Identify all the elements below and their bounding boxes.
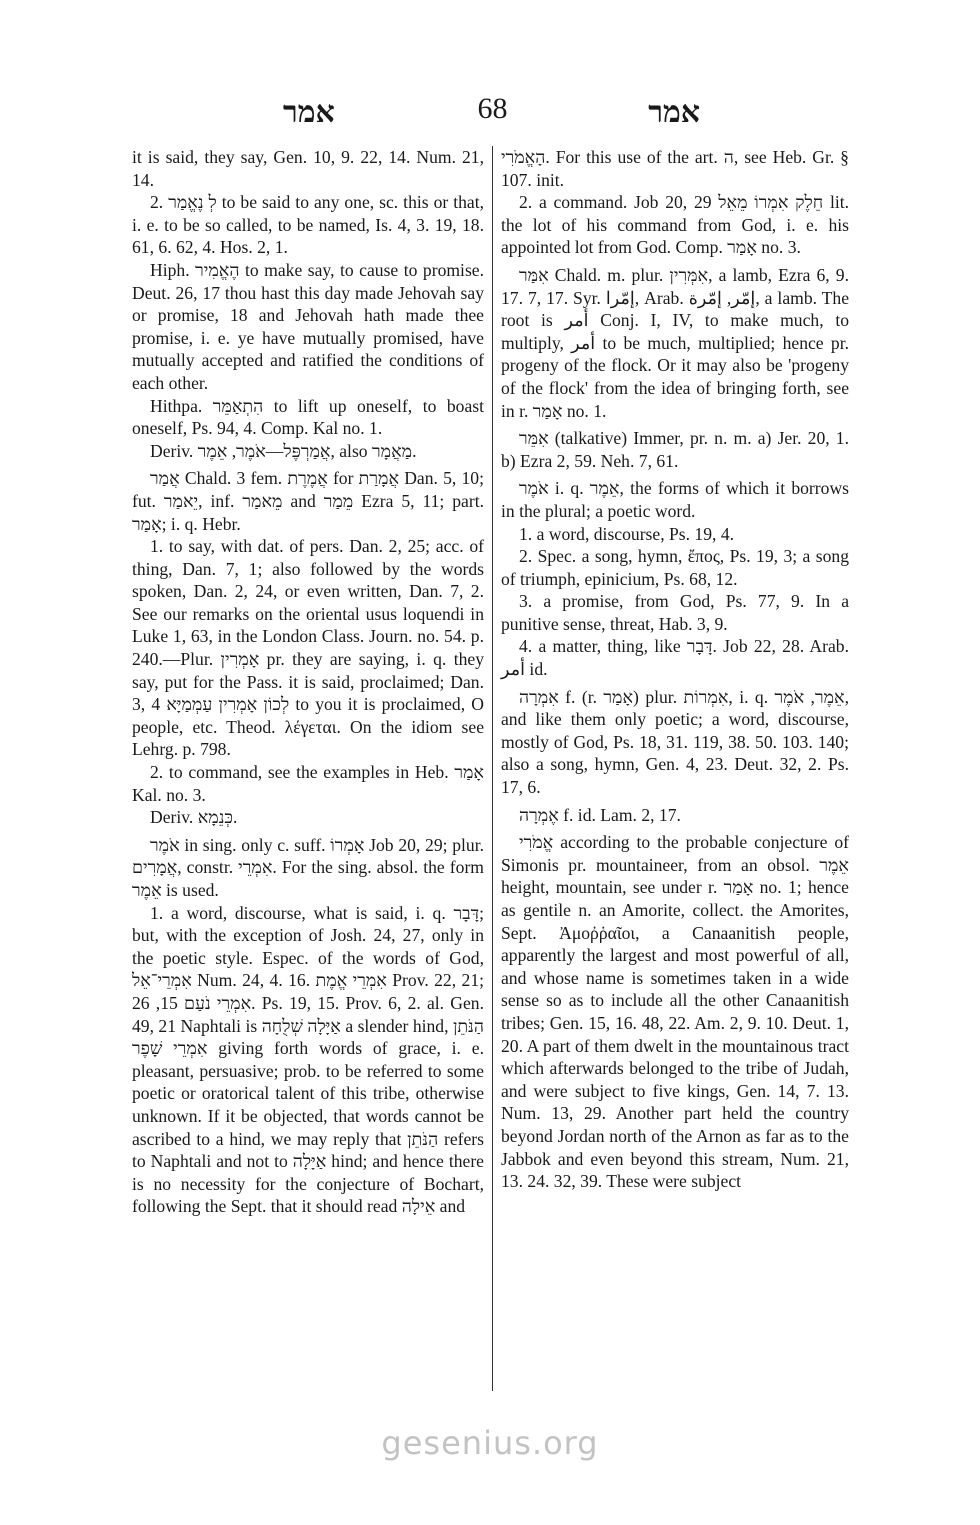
entry-paragraph: 2. to command, see the examples in Heb. אָמַר Kal. no. 3. (132, 762, 484, 805)
entry-paragraph: 3. a promise, from God, Ps. 77, 9. In a punitive sense, threat, Hab. 3, 9. (501, 591, 849, 634)
entry-paragraph: אֹמֶר i. q. אֵמֶר, the forms of which it borrows in the plural; a poetic word. (501, 478, 849, 521)
entry-paragraph: Hithpa. הִתְאַמֵּר to lift up oneself, to boast oneself, Ps. 94, 4. Comp. Kal no. 1. (132, 395, 484, 439)
entry-paragraph: 2. a command. Job 20, 29 חֵלֶק אִמְרוֹ מֵאֵל lit. the lot of his command from God, i. e. his appointed lot from God. Comp. אָמַר no. 3. (501, 192, 850, 258)
running-head (135, 92, 850, 132)
entry-paragraph: 1. a word, discourse, what is said, i. q. דָּבָר; but, with the exception of Josh. 24, 27, only in the poetic style. Espec. of the words of God, אִמְרֵי־אֵל Num. 24, 4. 16. אִמְרֵי אֱמֶת Prov. 22, 21; אִמְרֵי נֹעַם 15, 26. Ps. 19, 15. Prov. 6, 2. al. Gen. 49, 21 Naphtali is אַיָּלָה שְׁלֻחָה a slender hind, הַנֹּתֵן אִמְרֵי שָׁפֶר giving forth words of grace, i. e. pleasant, persuasive; prob. to be referred to some poetic or oratorical talent of this tribe, otherwise unknown. If it be objected, that words cannot be ascribed to a hind, we may reply that הַנֹּתֵן refers to Naphtali and not to אַיָּלָה hind; and hence there is no necessity for the conjecture of Bochart, following the Sept. that it should read אֵילָה and (132, 902, 485, 1217)
entry-paragraph: אֹמֶר in sing. only c. suff. אָמְרוֹ Job 20, 29; plur. אֲמָרִים, constr. אִמְרֵי. For the sing. absol. the form אֵמֶר is used. (132, 834, 484, 900)
entry-paragraph: אֱמֹרִי according to the probable conjecture of Simonis pr. mountaineer, from an obsol. אֵמֶר height, mountain, see under r. אָמַר no. 1; hence as gentile n. an Amorite, collect. the Amorites, Sept. Ἀμοῤῥαῖοι, a Canaanitish people, apparently the largest and most powerful of all, and whose name is sometimes taken in a wide sense so as to include all the other Canaanitish tribes; Gen. 15, 16. 48, 22. Am. 2, 9. 10. Deut. 1, 20. A part of them dwelt in the mountainous tract which afterwards belonged to the tribe of Judah, and were subject to five kings, Gen. 14, 7. 13. Num. 13, 29. Another part held the country beyond Jordan north of the Arnon as far as to the Jabbok and even beyond this stream, Num. 21, 13. 24. 32, 39. These were subject (501, 832, 849, 1192)
entry-paragraph: 2. Spec. a song, hymn, ἔπος, Ps. 19, 3; a song of triumph, epinicium, Ps. 68, 12. (501, 546, 849, 589)
page-number: 68 (477, 92, 508, 125)
column-divider (492, 146, 493, 1391)
entry-paragraph: אֲמַר Chald. 3 fem. אֲמֶרֶת for אֲמָרַת Dan. 5, 10; fut. יֵאמַר, inf. מֵאמַר and מֵמַר Ezra 5, 11; part. אָמַר; i. q. Hebr. (132, 468, 485, 534)
left-column (132, 146, 484, 1218)
right-column (501, 146, 849, 1193)
entry-paragraph: אִמֵּר (talkative) Immer, pr. n. m. a) Jer. 20, 1. b) Ezra 2, 59. Neh. 7, 61. (501, 428, 849, 471)
entry-paragraph: it is said, they say, Gen. 10, 9. 22, 14. Num. 21, 14. (132, 147, 484, 190)
entry-paragraph: 1. a word, discourse, Ps. 19, 4. (519, 523, 735, 544)
running-head-left-word: אמר (283, 96, 335, 129)
entry-paragraph: הָאֱמֹרִי. For this use of the art. ה, see Heb. Gr. § 107. init. (501, 147, 849, 190)
entry-paragraph: Hiph. הֶאֱמִיר to make say, to cause to promise. Deut. 26, 17 thou hast this day made Jehovah say or promise, 18 and Jehovah hath made thee promise, i. e. ye have mutually promised, have mutually accepted and ratified the conditions of each other. (132, 259, 484, 393)
entry-paragraph: 2. לְ נֶאֱמַר to be said to any one, sc. this or that, i. e. to be so called, to be named, Is. 4, 3. 19, 18. 61, 6. 62, 4. Hos. 2, 1. (132, 192, 484, 258)
entry-paragraph: 1. to say, with dat. of pers. Dan. 2, 25; acc. of thing, Dan. 7, 1; also followed by the words spoken, Dan. 2, 24, or even written, Dan. 7, 2. See our remarks on the oriental usus loquendi in Luke 1, 63, in the London Class. Journ. no. 54. p. 240.—Plur. אָמְרִין pr. they are saying, i. q. they say, put for the Pass. it is said, proclaimed; Dan. 3, 4 לְכוֹן אָמְרִין עַמְמַיָּא to you it is proclaimed, O people, etc. Theod. λέγεται. On the idiom see Lehrg. p. 798. (132, 536, 484, 760)
entry-paragraph: אִמַּר Chald. m. plur. אִמְּרִין, a lamb, Ezra 6, 9. 17. 7, 17. Syr. إمّرا, Arab. إمّر, إمّرة, a lamb. The root is أمر Conj. I, IV, to make much, to multiply, أمر to be much, multiplied; hence pr. progeny of the flock. Or it may also be 'progeny of the flock' from the idea of bringing forth, see in r. אָמַר no. 1. (501, 264, 850, 421)
entry-paragraph: Deriv. כְּנֵמָא. (150, 807, 238, 828)
running-head-right-word: אמר (648, 96, 700, 129)
entry-paragraph: Deriv. אֲמַרְפֶּל—אֹמֶר, אֵמֶר, also מַאֲמָר. (150, 440, 417, 461)
site-watermark: gesenius.org (381, 1424, 599, 1462)
entry-paragraph: אֶמְרָה f. id. Lam. 2, 17. (519, 804, 681, 825)
entry-paragraph: 4. a matter, thing, like דָּבָר. Job 22, 28. Arab. أمر id. (501, 636, 850, 680)
entry-paragraph: אִמְרָה f. (r. אָמַר) plur. אִמְרוֹת, i. q. אֵמֶר, אֹמֶר, and like them only poetic; a word, discourse, mostly of God, Ps. 18, 31. 119, 38. 50. 103. 140; also a song, hymn, Gen. 4, 23. Deut. 32, 2. Ps. 17, 6. (501, 686, 849, 798)
